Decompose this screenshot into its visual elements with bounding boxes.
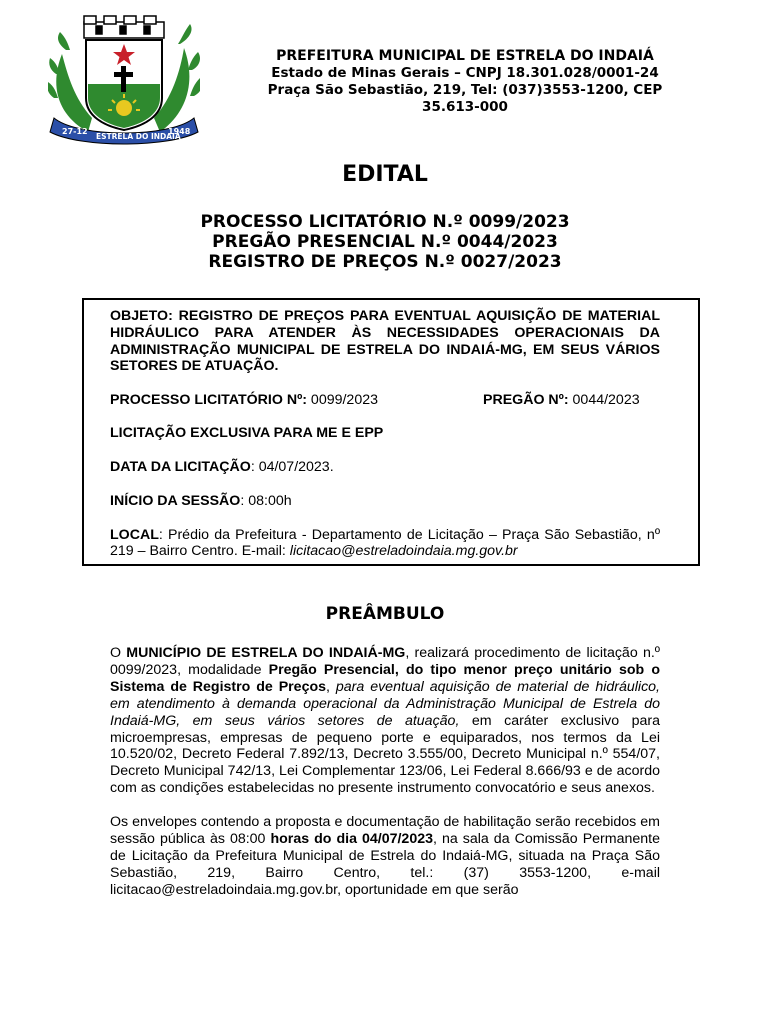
- inicio-value: : 08:00h: [240, 492, 292, 509]
- p2-text-c: , na sala da Comissão Permanente de Licitação da Prefeitura Municipal de Estrela do Indaiá-MG, situada na Praça São Sebastião, 219, Bairro Centro, tel.: (37) 3553-1200, e-mail licitacao@estreladoindaia.mg.gov.br, oportunidade em que serão: [110, 831, 660, 898]
- data-label: DATA DA LICITAÇÃO: [110, 458, 251, 475]
- p1-municipio: MUNICÍPIO DE ESTRELA DO INDAIÁ-MG: [126, 645, 406, 661]
- p1-text-a: O: [110, 645, 127, 661]
- preambulo-paragraph-1: [110, 645, 660, 797]
- local-email: licitacao@estreladoindaia.mg.gov.br: [289, 543, 518, 560]
- p2-text-a: Os envelopes contendo a proposta e documentação de habilitação serão recebidos em sessão pública às 08:00: [110, 814, 660, 848]
- municipal-crest: [48, 14, 200, 146]
- letterhead: [228, 48, 702, 116]
- inicio-row: [110, 493, 660, 510]
- p1-text-c: , realizará procedimento de licitação n.º 0099/2023, modalidade: [110, 645, 660, 678]
- preambulo-body: [110, 645, 660, 899]
- processo-label: PROCESSO LICITATÓRIO Nº:: [110, 392, 307, 409]
- data-row: [110, 459, 660, 476]
- cross-icon: [121, 66, 126, 92]
- pregao-label: PREGÃO Nº:: [483, 392, 569, 409]
- local-label: LOCAL: [110, 526, 159, 543]
- process-line-1: PROCESSO LICITATÓRIO N.º 0099/2023: [200, 212, 570, 232]
- ribbon-right-text: 1948: [168, 127, 191, 136]
- objeto-text: : REGISTRO DE PREÇOS PARA EVENTUAL AQUISIÇÃO DE MATERIAL HIDRÁULICO PARA ATENDER ÀS NECESSIDADES OPERACIONAIS DA ADMINISTRAÇÃO MUNICIPAL DE ESTRELA DO INDAIÁ-MG, EM SEUS VÁRIOS SETORES DE ATUAÇÃO.: [110, 308, 660, 375]
- pregao-value: 0044/2023: [568, 392, 640, 409]
- ribbon-center-text: ESTRELA DO INDAIÁ: [96, 132, 181, 141]
- p1-modalidade: Pregão Presencial, do tipo menor preço unitário sob o Sistema de Registro de Preços: [110, 661, 660, 695]
- ribbon-left-text: 27-12: [62, 127, 88, 136]
- sun-icon: [116, 100, 132, 116]
- inicio-label: INÍCIO DA SESSÃO: [110, 492, 241, 509]
- process-line-2: PREGÃO PRESENCIAL N.º 0044/2023: [212, 232, 558, 252]
- process-heading: [0, 212, 770, 272]
- objeto-paragraph: [110, 308, 660, 375]
- mural-crown: [84, 16, 164, 38]
- processo-value: 0099/2023: [306, 392, 378, 409]
- local-paragraph: [110, 527, 660, 561]
- letterhead-line-3: Praça São Sebastião, 219, Tel: (037)3553-1200, CEP: [267, 82, 663, 98]
- preambulo-paragraph-2: [110, 814, 660, 899]
- summary-box: [82, 298, 700, 566]
- p1-text-g: em caráter exclusivo para microempresas, empresas de pequeno porte e equiparados, nos termos da Lei 10.520/02, Decreto Federal 7.892/13, Decreto 3.555/00, Decreto Municipal n.º 554/07, Decreto Municipal 742/13, Lei Complementar 123/06, Lei Federal 8.666/93 e de acordo com as condições estabelecidas no presente instrumento convocatório e seus anexos.: [110, 712, 660, 797]
- letterhead-line-1: PREFEITURA MUNICIPAL DE ESTRELA DO INDAIÁ: [276, 48, 654, 64]
- p2-horario: horas do dia 04/07/2023: [270, 831, 433, 848]
- letterhead-line-4: 35.613-000: [422, 99, 508, 115]
- preambulo-title: PREÂMBULO: [325, 604, 445, 624]
- local-text: : Prédio da Prefeitura - Departamento de Licitação – Praça São Sebastião, nº 219 – Bairro Centro. E-mail:: [110, 526, 660, 560]
- process-line-3: REGISTRO DE PREÇOS N.º 0027/2023: [208, 252, 562, 272]
- data-value: : 04/07/2023.: [250, 458, 334, 475]
- process-row: [110, 392, 660, 409]
- exclusiva-text: LICITAÇÃO EXCLUSIVA PARA ME E EPP: [110, 425, 384, 442]
- objeto-label: OBJETO: [110, 308, 169, 324]
- document-title: EDITAL: [342, 162, 428, 187]
- letterhead-line-2: Estado de Minas Gerais – CNPJ 18.301.028/0001-24: [271, 65, 659, 81]
- p1-objeto: para eventual aquisição de material de hidráulico, em atendimento à demanda operacional da Administração Municipal de Estrela do Indaiá-MG, em seus vários setores de atuação,: [110, 678, 660, 729]
- p1-text-e: ,: [326, 678, 336, 695]
